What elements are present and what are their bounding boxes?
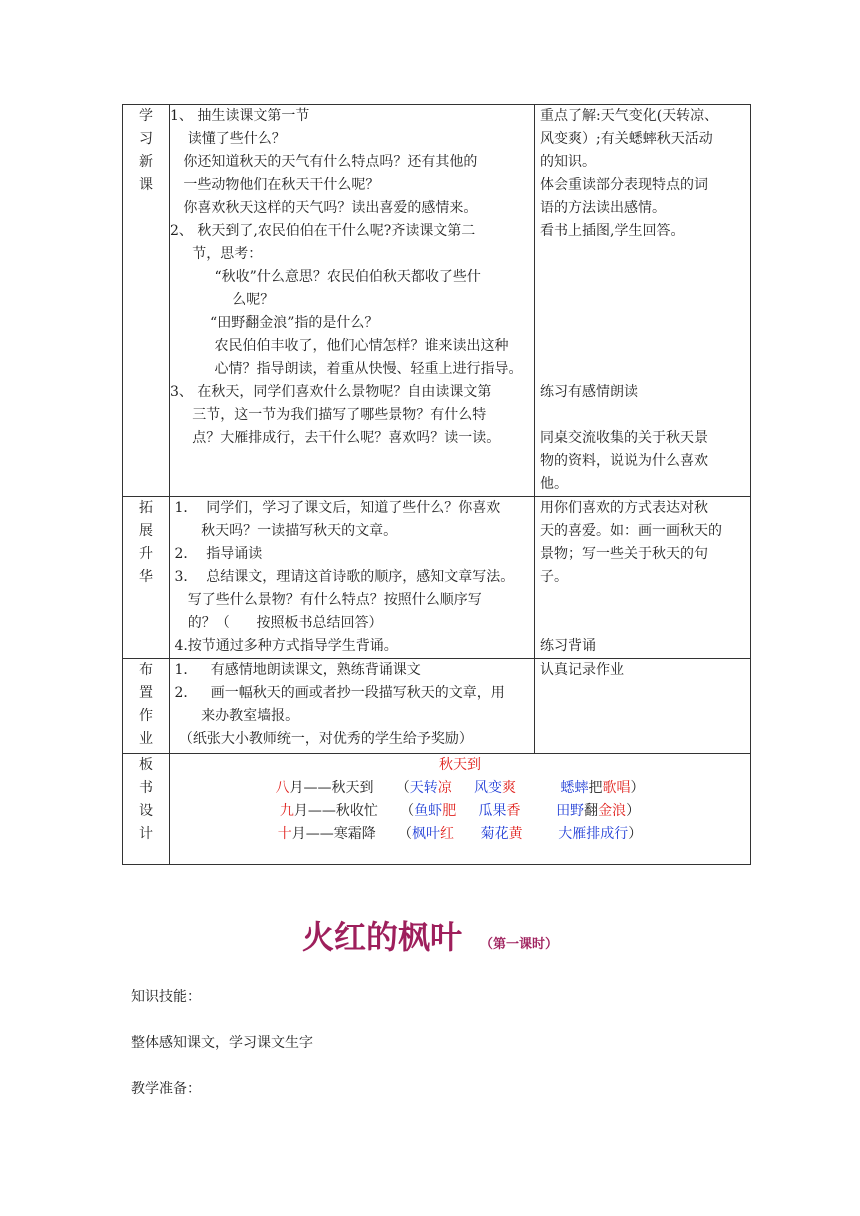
cell-line: 同桌交流收集的关于秋天景: [540, 430, 708, 446]
cell-line: 一些动物他们在秋天干什么呢？: [170, 177, 380, 193]
title-text: 火红的枫叶: [301, 918, 462, 956]
board-segment: 风变: [474, 780, 502, 796]
cell-line: 认真记录作业: [540, 662, 624, 678]
board-segment: 八: [275, 780, 290, 796]
board-segment: 月——秋收忙 （: [293, 803, 415, 819]
cell-line: 三节，这一节为我们描写了哪些景物？有什么特: [170, 407, 487, 423]
board-segment: 大雁排成行: [558, 826, 629, 842]
label-char: 新: [139, 154, 153, 170]
student-activity-cell: [535, 497, 751, 659]
board-segment: 歌唱: [602, 780, 631, 796]
label-char: 置: [139, 685, 153, 701]
cell-line: 语的方法读出感情。: [540, 200, 666, 216]
board-segment: 把: [588, 780, 603, 796]
board-segment: [516, 780, 561, 796]
cell-line: 1． 有感情地朗读课文，熟练背诵课文: [170, 662, 421, 678]
document-title: [0, 912, 860, 958]
cell-line: 子。: [540, 569, 568, 585]
label-char: 学: [139, 108, 153, 124]
cell-line: 3、 在秋天，同学们喜欢什么景物呢？自由读课文第: [170, 384, 492, 400]
cell-line: 体会重读部分表现特点的词: [540, 177, 708, 193]
cell-line: 心情？指导朗读，着重从快慢、轻重上进行指导。: [170, 361, 523, 377]
cell-line: 他。: [540, 476, 568, 492]
student-activity-lines: [540, 497, 744, 658]
row-label: [123, 497, 170, 659]
row-label: [123, 105, 170, 497]
label-char: 升: [139, 546, 153, 562]
label-char: 布: [139, 662, 153, 678]
label-char: 展: [139, 523, 153, 539]
cell-line: [540, 266, 744, 289]
cell-line: 读懂了些什么？: [170, 131, 286, 147]
board-segment: 九: [279, 803, 294, 819]
board-segment: [520, 803, 556, 819]
cell-line: 2． 指导诵读: [170, 546, 263, 562]
cell-line: 用你们喜欢的方式表达对秋: [540, 500, 708, 516]
cell-line: 1、 抽生读课文第一节: [170, 108, 310, 124]
teaching-steps-cell: [170, 497, 535, 659]
cell-line: 农民伯伯丰收了，他们心情怎样？谁来读出这种: [170, 338, 509, 354]
teaching-steps-cell: [170, 105, 535, 497]
table-row-study-new-lesson: [123, 105, 751, 497]
cell-line: 秋天吗？一读描写秋天的文章。: [170, 523, 398, 539]
cell-line: [540, 358, 744, 381]
board-segment: 鱼虾: [414, 803, 443, 819]
cell-line: 来办教室墙报。: [170, 708, 300, 724]
cell-line: 2、 秋天到了,农民伯伯在干什么呢?齐读课文第二: [170, 223, 476, 239]
cell-line: “秋收”什么意思？农民伯伯秋天都收了些什: [170, 269, 481, 285]
board-segment: [454, 826, 481, 842]
board-segment: 十: [277, 826, 292, 842]
board-segment: 凉: [437, 780, 452, 796]
section-heading-preparation: 教学准备：: [131, 1081, 201, 1097]
label-char: 作: [139, 708, 153, 724]
board-design-cell: [170, 754, 751, 865]
teaching-steps-lines: [170, 659, 534, 751]
table-row-extension: [123, 497, 751, 659]
cell-line: 的知识。: [540, 154, 596, 170]
board-segment: 枫叶: [411, 826, 440, 842]
board-segment: 月——寒霜降 （: [291, 826, 412, 842]
title-subtitle: （第一课时）: [480, 937, 559, 952]
cell-line: （纸张大小教师统一，对优秀的学生给予奖励）: [170, 731, 473, 747]
cell-line: 景物；写一些关于秋天的句: [540, 546, 708, 562]
cell-line: 你喜欢秋天这样的天气吗？读出喜爱的感情来。: [170, 200, 478, 216]
teaching-steps-lines: [170, 497, 534, 658]
board-segment: 蟋蟀: [560, 780, 589, 796]
board-segment: ）: [630, 780, 645, 796]
label-char: 计: [139, 826, 153, 842]
cell-line: 天的喜爱。如：画一画秋天的: [540, 523, 722, 539]
teaching-steps-lines: [170, 105, 534, 450]
cell-line: 3． 总结课文，理请这首诗歌的顺序，感知文章写法。: [170, 569, 515, 585]
board-segment: [452, 780, 474, 796]
cell-line: 重点了解:天气变化(天转凉、: [540, 108, 719, 124]
cell-line: 风变爽）;有关蟋蟀秋天活动: [540, 131, 713, 147]
student-activity-lines: [540, 105, 744, 496]
board-segment: 爽: [502, 780, 516, 796]
cell-line: “田野翻金浪”指的是什么？: [170, 315, 379, 331]
board-segment: [456, 803, 478, 819]
lesson-plan-table: [122, 104, 751, 865]
board-lines: [170, 777, 750, 846]
board-line: [170, 777, 750, 800]
board-segment: 瓜果: [478, 803, 507, 819]
label-char: 拓: [139, 500, 153, 516]
label-char: 华: [139, 569, 153, 585]
label-char: 业: [139, 731, 153, 747]
cell-line: [540, 612, 744, 635]
cell-line: 练习背诵: [540, 638, 596, 654]
table-row-board-design: [123, 754, 751, 865]
cell-line: 4.按节通过多种方式指导学生背诵。: [170, 638, 398, 654]
board-segment: ）: [626, 803, 641, 819]
cell-line: 2． 画一幅秋天的画或者抄一段描写秋天的文章，用: [170, 685, 505, 701]
cell-line: 物的资料，说说为什么喜欢: [540, 453, 708, 469]
cell-line: [540, 404, 744, 427]
cell-line: 的？（ 按照板书总结回答）: [170, 615, 383, 631]
board-segment: 天转: [409, 780, 438, 796]
board-segment: 肥: [442, 803, 457, 819]
board-segment: [523, 826, 559, 842]
cell-line: 你还知道秋天的天气有什么特点吗？还有其他的: [170, 154, 478, 170]
label-char: 板: [139, 757, 153, 773]
teaching-steps-cell: [170, 659, 535, 754]
cell-line: 1． 同学们，学习了课文后，知道了些什么？你喜欢: [170, 500, 501, 516]
board-segment: 田野: [556, 803, 585, 819]
board-segment: 金浪: [598, 803, 627, 819]
student-activity-cell: [535, 659, 751, 754]
board-line: [170, 823, 750, 846]
board-segment: 菊花: [480, 826, 509, 842]
cell-line: 练习有感情朗读: [540, 384, 638, 400]
section-heading-knowledge: 知识技能：: [131, 989, 201, 1005]
board-segment: 月——秋天到 （: [289, 780, 410, 796]
board-segment: 翻: [584, 803, 599, 819]
board-segment: 红: [439, 826, 454, 842]
board-segment: 黄: [508, 826, 523, 842]
board-segment: 香: [506, 803, 521, 819]
cell-line: [540, 289, 744, 312]
cell-line: 节，思考：: [170, 246, 263, 262]
cell-line: 看书上插图,学生回答。: [540, 223, 685, 239]
cell-line: [540, 589, 744, 612]
board-segment: ）: [628, 826, 643, 842]
student-activity-lines: [540, 659, 744, 682]
cell-line: 么呢？: [170, 292, 275, 308]
cell-line: [540, 335, 744, 358]
label-char: 设: [139, 803, 153, 819]
table-row-homework: [123, 659, 751, 754]
cell-line: 写了些什么景物？有什么特点？按照什么顺序写: [170, 592, 482, 608]
cell-line: [540, 243, 744, 266]
student-activity-cell: [535, 105, 751, 497]
row-label: [123, 754, 170, 865]
row-label: [123, 659, 170, 754]
label-char: 习: [139, 131, 153, 147]
board-line: [170, 800, 750, 823]
cell-line: [540, 312, 744, 335]
section-paragraph: 整体感知课文，学习课文生字: [131, 1035, 313, 1051]
cell-line: 点？大雁排成行，去干什么呢？喜欢吗？读一读。: [170, 430, 501, 446]
label-char: 书: [139, 780, 153, 796]
board-title: 秋天到: [439, 757, 481, 773]
label-char: 课: [139, 177, 153, 193]
